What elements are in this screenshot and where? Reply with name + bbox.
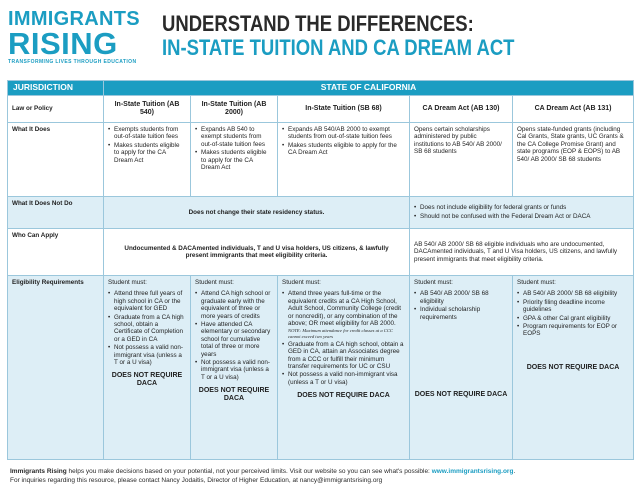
table-row-who-can-apply (8, 229, 634, 276)
list-item: • Makes students eligible to apply for the CA Dream Act (195, 149, 273, 171)
daca-note: DOES NOT REQUIRE DACA (526, 363, 620, 371)
footer-line1 (10, 468, 630, 477)
elig-col-sb68 (278, 276, 410, 460)
list-item: • Not possess a valid non-immigrant visa (unless a T or U visa) (282, 371, 405, 386)
law-col-ab130: CA Dream Act (AB 130) (410, 96, 513, 123)
row-label-eligibility: Eligibility Requirements (8, 276, 104, 460)
does-col-ab130: Opens certain scholarships administered by public institutions to AB 540/ AB 2000/ SB 68 students (410, 123, 513, 197)
list-item: • Does not include eligibility for federal grants or funds (414, 204, 629, 211)
list-item: • Makes students eligible to apply for the CA Dream Act (282, 142, 405, 157)
does-col-ab131: Opens state-funded grants (including Cal Grants, State grants, UC Grants & the CA College Promise Grant) and state programs (EOP & EOPS) to AB 540/ AB 2000/ SB 68 students (513, 123, 634, 197)
list-item: • GPA & other Cal grant eligibility (517, 315, 629, 322)
apply-aid: AB 540/ AB 2000/ SB 68 eligible individuals who are undocumented, DACAmented individuals, T and U Visa holders, US citizens, and lawfully present immigrants that meet eligibility criteria. (410, 229, 634, 276)
law-col-sb68: In-State Tuition (SB 68) (278, 96, 410, 123)
student-must-label: Student must: (517, 279, 556, 286)
daca-note: DOES NOT REQUIRE DACA (414, 391, 508, 399)
list-item: • Makes students eligible to apply for the CA Dream Act (108, 142, 186, 164)
attendance-note: NOTE: Maximum attendance for credit classes at a CCC cannot exceed two years (288, 328, 393, 339)
list-item: • Expands AB 540 to exempt students from out-of-state tuition fees (195, 126, 273, 148)
list-item: • Attend three years full-time or the equivalent credits at a CA High School, Adult School, Community College (credit or noncredit), or any combination of the above; OR meet eligibility for AB 2000. (282, 290, 405, 327)
student-must-label: Student must: (195, 279, 234, 286)
table-row-does-not-do (8, 197, 634, 229)
footer-org-name: Immigrants Rising (10, 468, 67, 475)
law-col-ab2000: In-State Tuition (AB 2000) (191, 96, 278, 123)
list-item: • Not possess a valid non-immigrant visa (unless a T or a U visa) (195, 359, 273, 381)
footer (10, 468, 630, 485)
not-do-aid (410, 197, 634, 229)
row-label-does-not-do: What It Does Not Do (8, 197, 104, 229)
student-must-label: Student must: (108, 279, 147, 286)
apply-merged: Undocumented & DACAmented individuals, T and U visa holders, US citizens, & lawfully present immigrants that meet eligibility criteria. (104, 229, 410, 276)
footer-text: helps you make decisions based on your potential, not your perceived limits. Visit our website so you can see what's possible: (66, 468, 432, 475)
list-item: • Expands AB 540/AB 2000 to exempt students from out-of-state tuition fees (282, 126, 405, 141)
list-item: • AB 540/ AB 2000/ SB 68 eligibility (517, 290, 629, 297)
row-label-what-it-does: What It Does (8, 123, 104, 197)
does-col-sb68 (278, 123, 410, 197)
student-must-label: Student must: (282, 279, 321, 286)
elig-col-ab130 (410, 276, 513, 460)
list-item: • Individual scholarship requirements (414, 306, 508, 321)
header-jurisdiction: JURISDICTION (8, 81, 104, 96)
daca-note: DOES NOT REQUIRE DACA (111, 372, 183, 388)
list-item: • Attend three full years of high school in CA or the equivalent for GED (108, 290, 186, 312)
logo-line1: IMMIGRANTS (8, 8, 140, 30)
footer-contact: For inquiries regarding this resource, please contact Nancy Jodaitis, Director of Higher Education, at nancy@immigrantsrising.org (10, 476, 383, 484)
title-line2: IN-STATE TUITION AND CA DREAM ACT (162, 35, 515, 60)
list-item: • Program requirements for EOP or EOPS (517, 323, 629, 338)
list-item: • Have attended CA elementary or secondary school for cumulative total of three or more years (195, 321, 273, 358)
header-state: STATE OF CALIFORNIA (104, 81, 634, 96)
elig-col-ab2000 (191, 276, 278, 460)
list-item: • Graduate from a CA high school, obtain a GED in CA, attain an Associates degree from a CCC or fulfill their minimum transfer requirements for UC or CSU (282, 341, 405, 371)
footer-period: . (513, 468, 516, 475)
list-item: • Attend CA high school or graduate early with the equivalent of three or more years of credits (195, 290, 273, 320)
logo (8, 10, 138, 65)
website-link[interactable]: www.immigrantsrising.org (431, 468, 514, 475)
daca-note: DOES NOT REQUIRE DACA (198, 387, 270, 403)
does-col-ab2000 (191, 123, 278, 197)
does-col-ab540 (104, 123, 191, 197)
table-row-eligibility (8, 276, 634, 460)
student-must-label: Student must: (414, 279, 453, 286)
table-header-row (8, 81, 634, 96)
title-line1: UNDERSTAND THE DIFFERENCES: (162, 11, 474, 36)
list-item: • Not possess a valid non-immigrant visa (unless a T or a U visa) (108, 344, 186, 366)
law-col-ab540: In-State Tuition (AB 540) (104, 96, 191, 123)
list-item: • Should not be confused with the Federal Dream Act or DACA (414, 213, 629, 220)
list-item: • AB 540/ AB 2000/ SB 68 eligibility (414, 290, 508, 305)
logo-line2: RISING (8, 26, 118, 61)
row-label-law: Law or Policy (8, 96, 104, 123)
row-label-who-can-apply: Who Can Apply (8, 229, 104, 276)
table-row-law (8, 96, 634, 123)
daca-note: DOES NOT REQUIRE DACA (297, 392, 390, 400)
page-title (162, 12, 632, 60)
list-item: • Priority filing deadline income guidelines (517, 299, 629, 314)
elig-col-ab131 (513, 276, 634, 460)
law-col-ab131: CA Dream Act (AB 131) (513, 96, 634, 123)
list-item: • Graduate from a CA high school, obtain a Certificate of Completion or a GED in CA (108, 314, 186, 344)
elig-col-ab540 (104, 276, 191, 460)
table-row-what-it-does (8, 123, 634, 197)
list-item: • Exempts students from out-of-state tuition fees (108, 126, 186, 141)
not-do-merged: Does not change their state residency status. (104, 197, 410, 229)
logo-tagline: TRANSFORMING LIVES THROUGH EDUCATION (8, 59, 137, 65)
comparison-table (7, 80, 634, 460)
